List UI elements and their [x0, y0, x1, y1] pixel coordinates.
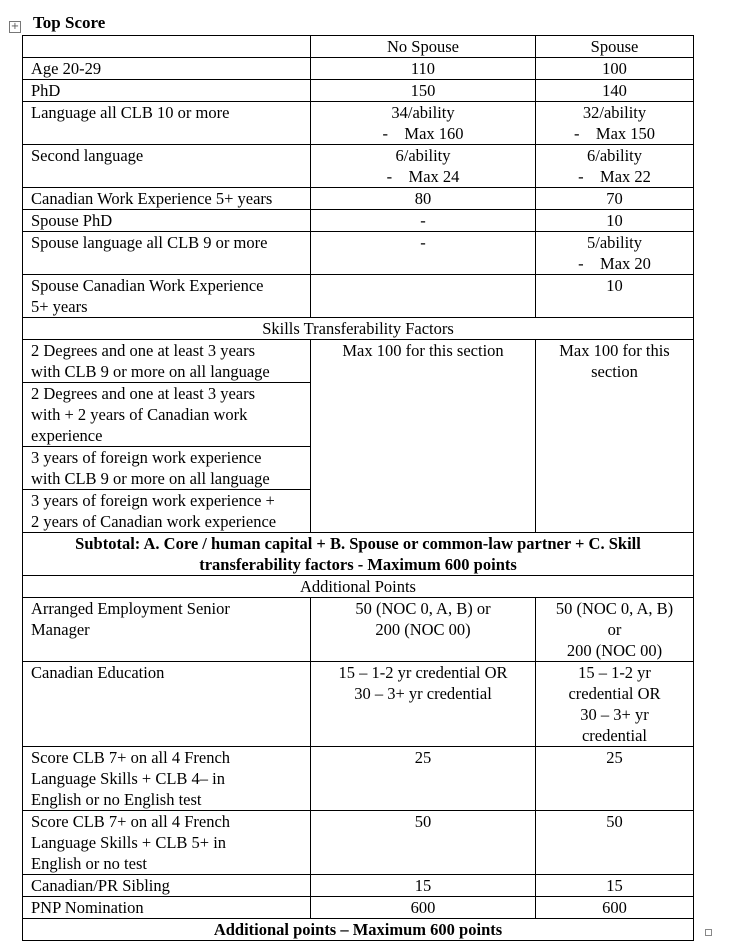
cell-text: [311, 275, 535, 296]
cell-text: experience: [31, 426, 103, 445]
cell-text: Language Skills + CLB 5+ in: [31, 833, 227, 852]
cell-text: Additional points – Maximum 600 points: [213, 920, 503, 939]
cell-text: Spouse PhD: [31, 211, 113, 230]
table-row: [23, 232, 694, 275]
table-row: [23, 188, 694, 210]
cell-text: 600: [602, 898, 627, 917]
table-cell: [536, 80, 694, 102]
cell-text: Second language: [31, 146, 144, 165]
cell-text: Max 100 for this: [559, 341, 670, 360]
table-cell: [23, 875, 311, 897]
table-cell: [311, 232, 536, 275]
cell-text: Language all CLB 10 or more: [31, 103, 230, 122]
table-cell: [311, 36, 536, 58]
table-row: [23, 80, 694, 102]
table-cell: [23, 897, 311, 919]
table-cell: [536, 102, 694, 145]
cell-text: with CLB 9 or more on all language: [31, 469, 270, 488]
cell-text: 10: [606, 276, 623, 295]
table-row: [23, 58, 694, 80]
table-cell: [23, 447, 311, 490]
cell-text: with CLB 9 or more on all language: [31, 362, 270, 381]
table-cell: [536, 897, 694, 919]
page-title: Top Score: [33, 13, 106, 32]
table-cell: [23, 232, 311, 275]
table-cell: [536, 875, 694, 897]
table-cell: [311, 875, 536, 897]
table-cell: [536, 188, 694, 210]
cell-text: 140: [602, 81, 627, 100]
cell-text: -: [420, 233, 426, 252]
cell-text: 6/ability: [587, 146, 642, 165]
table-cell: [311, 210, 536, 232]
table-row: [23, 747, 694, 811]
cell-text: Language Skills + CLB 4– in: [31, 769, 226, 788]
table-cell: [311, 188, 536, 210]
table-cell: [311, 58, 536, 80]
table-cell: [23, 102, 311, 145]
table-cell: [23, 318, 694, 340]
cell-text: 50 (NOC 0, A, B) or: [355, 599, 491, 618]
table-cell: [311, 897, 536, 919]
top-score-table: [22, 35, 694, 941]
table-cell: [23, 576, 694, 598]
table-cell: [311, 145, 536, 188]
table-row: [23, 533, 694, 576]
cell-text: 5/ability: [587, 233, 642, 252]
cell-text: - Max 150: [573, 124, 656, 143]
table-row: [23, 275, 694, 318]
cell-text: 2 Degrees and one at least 3 years: [31, 384, 256, 403]
table-row: [23, 340, 694, 383]
table-cell: [536, 36, 694, 58]
table-cell: [311, 275, 536, 318]
cell-text: Score CLB 7+ on all 4 French: [31, 748, 231, 767]
cell-text: Age 20-29: [31, 59, 102, 78]
cell-text: 34/ability: [391, 103, 455, 122]
cell-text: with + 2 years of Canadian work: [31, 405, 248, 424]
table-cell: [311, 811, 536, 875]
cell-text: 25: [414, 748, 432, 767]
table-cell: [536, 58, 694, 80]
table-row: [23, 897, 694, 919]
table-cell: [23, 36, 311, 58]
table-cell: [536, 598, 694, 662]
table-cell: [23, 919, 694, 941]
table-cell: [311, 747, 536, 811]
cell-text: 30 – 3+ yr: [580, 705, 649, 724]
cell-text: Spouse Canadian Work Experience: [31, 276, 264, 295]
cell-text: 200 (NOC 00): [375, 620, 471, 639]
cell-text: 15 – 1-2 yr: [578, 663, 651, 682]
cell-text: 50: [606, 812, 623, 831]
cell-text: 50: [414, 812, 432, 831]
cell-text: credential: [581, 726, 648, 745]
cell-text: 6/ability: [395, 146, 451, 165]
table-row: [23, 662, 694, 747]
table-resize-handle[interactable]: [705, 929, 712, 936]
cell-text: Skills Transferability Factors: [262, 319, 454, 338]
table-cell: [23, 662, 311, 747]
cell-text: Canadian Education: [31, 663, 165, 682]
table-cell: [23, 145, 311, 188]
cell-text: section: [591, 362, 638, 381]
cell-text: transferability factors - Maximum 600 points: [199, 555, 517, 574]
cell-text: - Max 160: [382, 124, 464, 143]
table-cell: [311, 102, 536, 145]
table-row: [23, 811, 694, 875]
table-cell: [23, 490, 311, 533]
table-cell: [311, 662, 536, 747]
cell-text: 10: [606, 211, 623, 230]
cell-text: No Spouse: [387, 37, 459, 56]
cell-text: 70: [606, 189, 623, 208]
cell-text: 2 years of Canadian work experience: [31, 512, 277, 531]
cell-text: 25: [606, 748, 623, 767]
cell-text: - Max 20: [578, 254, 651, 273]
cell-text: 2 Degrees and one at least 3 years: [31, 341, 256, 360]
cell-text: or: [607, 620, 622, 639]
table-row: [23, 576, 694, 598]
table-row: [23, 318, 694, 340]
cell-text: 600: [410, 898, 436, 917]
table-row: [23, 102, 694, 145]
cell-text: 15: [414, 876, 432, 895]
table-cell: [23, 188, 311, 210]
cell-text: Max 100 for this section: [342, 341, 504, 360]
table-cell: [23, 275, 311, 318]
table-cell: [311, 598, 536, 662]
cell-text: 5+ years: [31, 297, 88, 316]
table-cell: [311, 80, 536, 102]
cell-text: credential OR: [568, 684, 661, 703]
cell-text: 50 (NOC 0, A, B): [555, 599, 674, 618]
cell-text: Canadian Work Experience 5+ years: [31, 189, 273, 208]
cell-text: 15: [606, 876, 623, 895]
table-move-handle-icon[interactable]: +: [10, 21, 20, 32]
cell-text: 110: [410, 59, 436, 78]
cell-text: 30 – 3+ yr credential: [354, 684, 492, 703]
table-cell: [536, 662, 694, 747]
cell-text: English or no test: [31, 854, 147, 873]
cell-text: 150: [410, 81, 436, 100]
table-cell: [536, 232, 694, 275]
cell-text: 100: [602, 59, 627, 78]
table-row: [23, 875, 694, 897]
cell-text: Score CLB 7+ on all 4 French: [31, 812, 231, 831]
cell-text: 15 – 1-2 yr credential OR: [338, 663, 508, 682]
cell-text: Spouse language all CLB 9 or more: [31, 233, 268, 252]
cell-text: 80: [414, 189, 432, 208]
table-row: [23, 598, 694, 662]
cell-text: 3 years of foreign work experience: [31, 448, 262, 467]
cell-text: 32/ability: [582, 103, 647, 122]
table-cell: [23, 811, 311, 875]
table-cell: [536, 340, 694, 533]
table-cell: [23, 747, 311, 811]
table-cell: [23, 210, 311, 232]
cell-text: 3 years of foreign work experience +: [31, 491, 275, 510]
cell-text: Spouse: [590, 37, 639, 56]
cell-text: Arranged Employment Senior: [31, 599, 230, 618]
table-cell: [536, 145, 694, 188]
cell-text: PhD: [31, 81, 61, 100]
table-cell: [536, 210, 694, 232]
cell-text: - Max 24: [386, 167, 460, 186]
cell-text: Canadian/PR Sibling: [31, 876, 170, 895]
table-cell: [23, 58, 311, 80]
cell-text: PNP Nomination: [31, 898, 144, 917]
cell-text: Additional Points: [300, 577, 416, 596]
cell-text: [31, 36, 310, 57]
cell-text: Subtotal: A. Core / human capital + B. Spouse or common-law partner + C. Skill: [75, 534, 641, 553]
cell-text: 200 (NOC 00): [566, 641, 663, 660]
table-row: [23, 210, 694, 232]
table-cell: [536, 275, 694, 318]
table-cell: [311, 340, 536, 533]
table-row: [23, 919, 694, 941]
cell-text: Manager: [31, 620, 90, 639]
table-row: [23, 36, 694, 58]
table-cell: [23, 383, 311, 447]
cell-text: -: [420, 211, 426, 230]
table-cell: [536, 747, 694, 811]
table-cell: [23, 533, 694, 576]
cell-text: English or no English test: [31, 790, 202, 809]
table-row: [23, 145, 694, 188]
table-cell: [536, 811, 694, 875]
table-cell: [23, 598, 311, 662]
cell-text: - Max 22: [578, 167, 651, 186]
table-cell: [23, 80, 311, 102]
table-cell: [23, 340, 311, 383]
